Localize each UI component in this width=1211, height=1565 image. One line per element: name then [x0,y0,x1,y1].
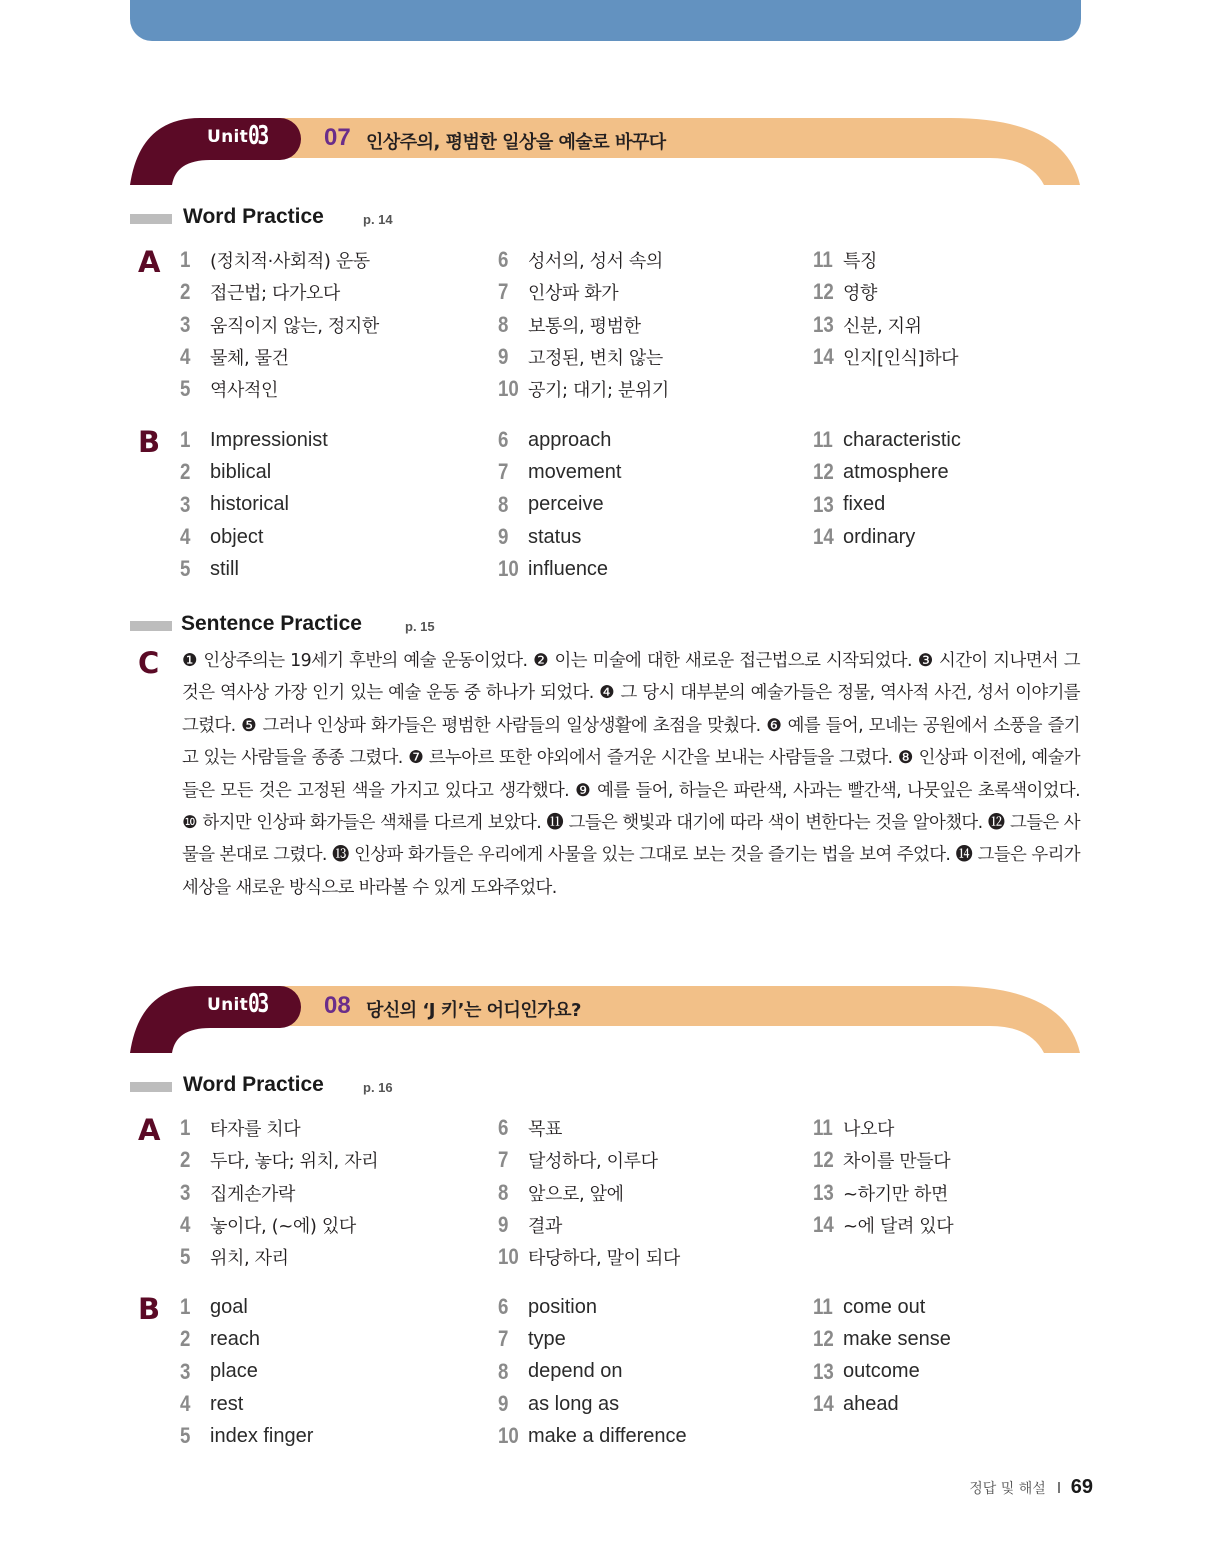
item-text: 물체, 물건 [210,348,289,370]
item-text: movement [528,460,622,483]
footer-label: 정답 및 해설 [969,1480,1046,1497]
section-title: Word Practice [183,205,324,228]
item-text: biblical [210,460,272,483]
item-text: 인지[인식]하다 [843,348,959,370]
word-item [813,521,961,553]
item-text: perceive [528,493,604,516]
item-text: come out [843,1295,926,1318]
item-text: position [528,1295,597,1318]
word-column [180,1112,378,1273]
item-number: 10 [498,556,519,582]
item-number: 2 [180,459,191,485]
section-page-ref: p. 15 [405,619,435,634]
item-number: 5 [180,556,191,582]
item-number: 7 [498,1147,509,1173]
item-number: 11 [813,1294,833,1320]
word-item [498,1388,687,1420]
word-item [180,1144,378,1176]
word-item [180,521,328,553]
word-item [498,521,621,553]
item-text: fixed [843,493,886,516]
item-text: make sense [843,1327,951,1350]
word-item [180,1388,313,1420]
word-item [813,1356,951,1388]
item-number: 12 [813,1326,834,1352]
item-number: 2 [180,279,191,305]
item-number: 1 [180,247,191,273]
word-item [498,1291,687,1323]
footer-divider [1058,1482,1060,1493]
item-text: depend on [528,1360,623,1383]
word-item [180,341,379,373]
item-text: 역사적인 [210,380,278,402]
item-text: 차이를 만들다 [843,1151,951,1173]
word-item [498,373,669,405]
item-text: influence [528,557,609,580]
item-text: 접근법; 다가오다 [210,283,340,305]
item-number: 8 [498,1358,509,1384]
item-number: 10 [498,1244,519,1270]
item-number: 8 [498,311,509,337]
sentence-translation-paragraph: ❶ 인상주의는 19세기 후반의 예술 운동이었다. ❷ 이는 미술에 대한 새로운 접근법으로 시작되었다. ❸ 시간이 지나면서 그것은 역사상 가장 인기 있는 예술 운동 중 하나가 되었다. ❹ 그 당시 대부분의 예술가들은 정물, 역사적 사건, 성서 이야기를 그렸다. ❺ 그러나 인상파 화가들은 평범한 사람들의 일상생활에 초점을 맞췄다. ❻ 예를 들어, 모네는 공원에서 소풍을 즐기고 있는 사람들을 종종 그렸다. ❼ 르누아르 또한 야외에서 즐거운 시간을 보내는 사람들을 그렸다. ❽ 인상파 이전에, 예술가들은 모든 것은 고정된 색을 가지고 있다고 생각했다. ❾ 예를 들어, 하늘은 파란색, 사과는 빨간색, 나뭇잎은 초록색이었다. ❿ 하지만 인상파 화가들은 색채를 다르게 보았다. ⓫ 그들은 햇빛과 대기에 따라 색이 변한다는 것을 알아챘다. ⓬ 그들은 사물을 본대로 그렸다. ⓭ 인상파 화가들은 우리에게 사물을 있는 그대로 보는 것을 즐기는 법을 보여 주었다. ⓮ 그들은 우리가 세상을 새로운 방식으로 바라볼 수 있게 도와주었다. [182,651,1080,898]
item-number: 5 [180,1244,191,1270]
word-item [180,424,328,456]
item-number: 14 [813,344,834,370]
item-text: 두다, 놓다; 위치, 자리 [210,1151,379,1173]
item-text: 달성하다, 이루다 [528,1151,658,1173]
word-item [180,1209,378,1241]
item-number: 14 [813,1212,834,1238]
item-number: 13 [813,491,834,517]
word-column [498,424,621,585]
item-number: 6 [498,247,509,273]
unit-label: Unit [207,995,249,1015]
section-bar [130,214,172,224]
item-number: 9 [498,1212,509,1238]
item-number: 11 [813,427,833,453]
item-text: index finger [210,1424,314,1447]
item-number: 7 [498,279,509,305]
item-text: 움직이지 않는, 정지한 [210,315,379,337]
section-bar [130,621,172,631]
item-text: 결과 [528,1216,562,1238]
word-item [498,1177,680,1209]
item-number: 14 [813,1391,834,1417]
item-text: 위치, 자리 [210,1248,289,1270]
item-number: 1 [180,427,191,453]
item-number: 10 [498,376,519,402]
word-column [498,244,669,405]
item-number: 5 [180,376,191,402]
word-column [180,244,379,405]
page-number: 69 [1070,1476,1093,1498]
word-column [813,244,958,373]
item-text: ordinary [843,525,916,548]
item-number: 4 [180,344,191,370]
item-text: ~하기만 하면 [843,1183,948,1205]
exercise-letter-b: B [138,425,161,459]
item-number: 3 [180,1179,191,1205]
item-number: 10 [498,1423,519,1449]
item-number: 1 [180,1294,191,1320]
item-text: type [528,1327,566,1350]
word-item [813,1144,953,1176]
word-column [498,1291,687,1452]
item-text: object [210,525,264,548]
word-item [180,1420,313,1452]
word-column [813,1112,953,1241]
word-item [180,1356,313,1388]
word-item [498,1420,687,1452]
item-text: 앞으로, 앞에 [528,1183,624,1205]
item-text: rest [210,1392,244,1415]
word-column [180,424,328,585]
word-item [180,1177,378,1209]
word-item [813,276,958,308]
item-text: 보통의, 평범한 [528,315,641,337]
item-number: 2 [180,1147,191,1173]
item-number: 9 [498,344,509,370]
item-number: 7 [498,1326,509,1352]
word-item [498,276,669,308]
word-item [813,1388,951,1420]
word-item [180,489,328,521]
section-title: Sentence Practice [181,612,362,635]
item-text: goal [210,1295,248,1318]
word-item [498,1356,687,1388]
word-item [813,424,961,456]
unit-banner-lesson-07 [130,118,1081,188]
item-text: reach [210,1327,261,1350]
item-text: 놓이다, (~에) 있다 [210,1216,356,1238]
item-number: 9 [498,1391,509,1417]
lesson-title: 당신의 ‘J 키’는 어디인가요? [366,1000,581,1021]
item-number: 12 [813,1147,834,1173]
item-number: 9 [498,524,509,550]
item-number: 13 [813,1179,834,1205]
word-item [498,341,669,373]
word-item [813,309,958,341]
word-item [498,1144,680,1176]
word-item [498,489,621,521]
item-text: still [210,557,239,580]
item-text: 목표 [528,1119,562,1141]
item-number: 14 [813,524,834,550]
exercise-letter-a: A [138,1113,161,1147]
word-item [180,553,328,585]
item-text: as long as [528,1392,620,1415]
word-item [498,1241,680,1273]
word-item [498,1209,680,1241]
item-text: atmosphere [843,460,949,483]
word-item [180,309,379,341]
unit-banner-lesson-08 [130,986,1081,1056]
item-text: 공기; 대기; 분위기 [528,380,669,402]
item-number: 13 [813,311,834,337]
item-number: 4 [180,1391,191,1417]
item-number: 6 [498,427,509,453]
lesson-title: 인상주의, 평범한 일상을 예술로 바꾸다 [366,132,666,153]
word-item [498,309,669,341]
item-text: approach [528,428,612,451]
lesson-number: 07 [324,124,351,151]
word-item [498,1323,687,1355]
item-text: 영향 [843,283,877,305]
item-number: 3 [180,491,191,517]
item-text: historical [210,493,289,516]
item-text: place [210,1360,258,1383]
lesson-number: 08 [324,992,351,1019]
word-item [180,244,379,276]
word-item [813,1177,953,1209]
unit-label: Unit [207,127,249,147]
item-number: 1 [180,1115,191,1141]
item-text: (정치적·사회적) 운동 [210,251,370,273]
word-item [813,489,961,521]
word-column [813,1291,951,1420]
word-item [180,276,379,308]
word-item [180,1241,378,1273]
item-number: 2 [180,1326,191,1352]
item-text: make a difference [528,1424,687,1447]
item-number: 6 [498,1115,509,1141]
word-item [813,244,958,276]
item-text: status [528,525,582,548]
item-text: 인상파 화가 [528,283,619,305]
item-text: 나오다 [843,1119,894,1141]
item-number: 5 [180,1423,191,1449]
page-footer [969,1476,1093,1499]
unit-number: 03 [248,989,267,1019]
word-item [813,456,961,488]
item-number: 12 [813,279,834,305]
item-text: characteristic [843,428,961,451]
word-item [498,1112,680,1144]
word-item [180,1291,313,1323]
unit-number: 03 [248,121,267,151]
item-text: 타당하다, 말이 되다 [528,1248,680,1270]
item-text: 성서의, 성서 속의 [528,251,663,273]
word-item [498,456,621,488]
word-item [813,341,958,373]
word-item [498,244,669,276]
item-number: 3 [180,311,191,337]
item-text: 타자를 치다 [210,1119,301,1141]
top-color-bar [130,0,1081,41]
section-title: Word Practice [183,1073,324,1096]
item-text: 특징 [843,251,877,273]
item-text: ahead [843,1392,899,1415]
item-text: 신분, 지위 [843,315,922,337]
item-number: 4 [180,524,191,550]
exercise-letter-b: B [138,1292,161,1326]
item-number: 8 [498,491,509,517]
word-item [180,1112,378,1144]
item-number: 7 [498,459,509,485]
banner-shape [130,986,1081,1056]
word-item [813,1112,953,1144]
item-text: ~에 달려 있다 [843,1216,954,1238]
word-item [498,553,621,585]
word-item [498,424,621,456]
word-item [813,1209,953,1241]
word-column [498,1112,680,1273]
word-item [180,373,379,405]
item-number: 4 [180,1212,191,1238]
word-column [813,424,961,553]
section-bar [130,1082,172,1092]
item-number: 13 [813,1358,834,1384]
item-text: 고정된, 변치 않는 [528,348,663,370]
word-item [813,1291,951,1323]
exercise-letter-c: C [138,646,160,680]
item-number: 11 [813,1115,833,1141]
item-number: 11 [813,247,833,273]
exercise-letter-a: A [138,245,161,279]
word-column [180,1291,313,1452]
item-text: outcome [843,1360,920,1383]
item-text: 집게손가락 [210,1183,295,1205]
item-number: 12 [813,459,834,485]
section-page-ref: p. 16 [363,1080,393,1095]
word-item [180,456,328,488]
section-page-ref: p. 14 [363,212,393,227]
word-item [180,1323,313,1355]
item-text: Impressionist [210,428,328,451]
item-number: 6 [498,1294,509,1320]
word-item [813,1323,951,1355]
item-number: 8 [498,1179,509,1205]
item-number: 3 [180,1358,191,1384]
